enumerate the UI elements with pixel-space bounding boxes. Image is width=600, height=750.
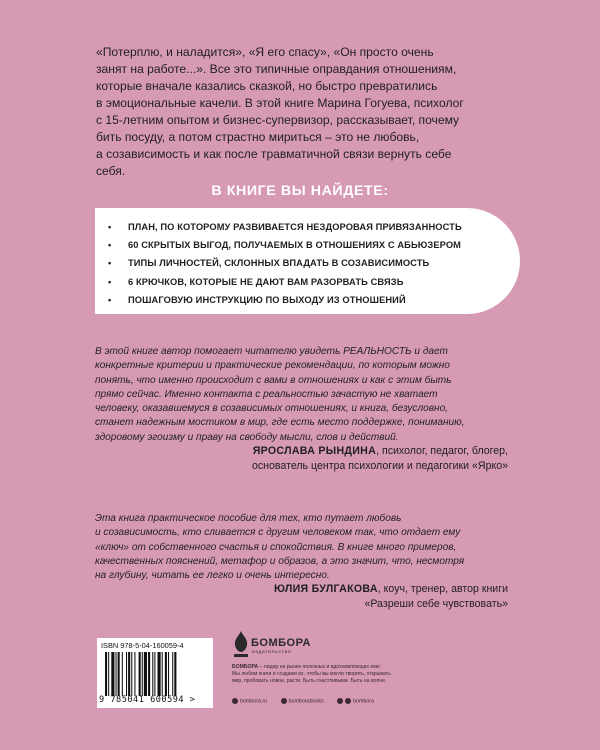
intro-line: в эмоциональные качели. В этой книге Марина Гогуева, психолог <box>96 96 464 110</box>
bullet-icon: • <box>108 294 112 305</box>
intro-line: себя. <box>96 164 126 178</box>
list-item: • ПЛАН, ПО КОТОРОМУ РАЗВИВАЕТСЯ НЕЗДОРОВАЯ ПРИВЯЗАННОСТЬ <box>108 218 462 236</box>
list-item: • 6 КРЮЧКОВ, КОТОРЫЕ НЕ ДАЮТ ВАМ РАЗОРВАТЬ СВЯЗЬ <box>108 273 462 291</box>
author-name: ЯРОСЛАВА РЫНДИНА <box>252 445 377 457</box>
globe-icon <box>232 698 238 704</box>
intro-paragraph <box>96 44 512 180</box>
section-heading: В КНИГЕ ВЫ НАЙДЕТЕ: <box>211 183 389 199</box>
review-line: В этой книге автор помогает читателю увидеть РЕАЛЬНОСТЬ и дает <box>95 346 448 357</box>
list-item: • ТИПЫ ЛИЧНОСТЕЙ, СКЛОННЫХ ВПАДАТЬ В СОЗАВИСИМОСТЬ <box>108 254 462 272</box>
telegram-icon <box>345 698 351 704</box>
publisher-subtitle: издательство <box>252 650 292 655</box>
bullet-icon: • <box>108 240 112 251</box>
intro-line: которые вначале казались сказкой, но быстро превратились <box>96 79 438 93</box>
isbn-barcode-box <box>97 638 213 708</box>
review-line: прямо сейчас. Именно контакта с реальностью зачастую не хватает <box>95 388 438 400</box>
review-author-2 <box>274 582 508 612</box>
bullet-icon: • <box>108 222 112 232</box>
review-line: конкретные критерии и практические рекомендации, по которым можно <box>95 360 450 372</box>
intro-line: «Потерплю, и наладится», «Я его спасу», «Он просто очень <box>96 45 434 59</box>
publisher-name: БОМБОРА <box>251 637 311 649</box>
review-quote-1 <box>95 345 510 445</box>
publisher-description: БОМБОРА – лидер на рынке полезных и вдохновляющих книг. Мы любим книги и создаем их, чтобы вы могли творить, открывать мир, пробовать новое, расти. Быть счастливыми. Быть на волне. <box>232 664 391 684</box>
publisher-social-links <box>232 698 386 704</box>
social-instagram[interactable]: bomborabooks <box>281 698 324 704</box>
vk-icon <box>337 698 343 704</box>
review-line: понять, что именно происходит с вами в отношениях и как с этим быть <box>95 374 452 386</box>
review-line: Эта книга практическое пособие для тех, кто путает любовь <box>95 513 402 524</box>
barcode-icon <box>103 652 207 696</box>
author-role-line2: «Разреши себе чувствовать» <box>364 598 508 610</box>
social-vk-telegram[interactable]: bombora <box>337 698 374 704</box>
review-line: на глубину, читать ее легко и очень интересно. <box>95 570 330 582</box>
bombora-logo-icon <box>232 630 250 660</box>
review-line: здоровому эгоизму и праву на свободу мысли, слов и действий. <box>95 431 399 443</box>
list-item: • ПОШАГОВУЮ ИНСТРУКЦИЮ ПО ВЫХОДУ ИЗ ОТНОШЕНИЙ <box>108 291 462 309</box>
review-line: и созависимость, кто сливается с другим человеком так, что отдает ему <box>95 527 461 539</box>
review-line: «ключ» от собственного счастья и спокойствия. В книге много примеров, <box>95 541 457 553</box>
bullet-icon: • <box>108 276 112 287</box>
features-list <box>108 218 462 309</box>
author-role: , психолог, педагог, блогер, <box>376 445 508 457</box>
review-quote-2 <box>95 512 510 583</box>
intro-line: занят на работе...». Все это типичные оправдания отношениям, <box>96 62 457 76</box>
barcode-digits: 9 785041 600594 > <box>99 695 196 705</box>
review-author-1 <box>252 444 508 474</box>
intro-line: бить посуду, а потом страстно мириться – это не любовь, <box>96 130 420 144</box>
list-item: • 60 СКРЫТЫХ ВЫГОД, ПОЛУЧАЕМЫХ В ОТНОШЕНИЯХ С АБЬЮЗЕРОМ <box>108 236 462 254</box>
author-role-line2: основатель центра психологии и педагогики «Ярко» <box>251 460 508 472</box>
instagram-icon <box>281 698 287 704</box>
intro-line: с 15-летним опытом и бизнес-супервизор, рассказывает, почему <box>96 113 460 127</box>
intro-line: а созависимость и как после травматичной связи вернуть себе <box>96 147 452 161</box>
review-line: станет надежным мостиком в мир, где есть место поддержке, пониманию, <box>95 417 465 429</box>
author-role: , коуч, тренер, автор книги <box>377 583 508 595</box>
author-name: ЮЛИЯ БУЛГАКОВА <box>274 583 378 595</box>
bullet-icon: • <box>108 258 112 269</box>
social-website[interactable]: bombora.ru <box>232 698 267 704</box>
review-line: человеку, оказавшемуся в созависимых отношениях, и книга, безусловно, <box>95 403 448 415</box>
review-line: качественных пояснений, метафор и образов, а это значит, что, несмотря <box>95 555 465 567</box>
isbn-label: ISBN 978-5-04-160059-4 <box>101 641 184 650</box>
